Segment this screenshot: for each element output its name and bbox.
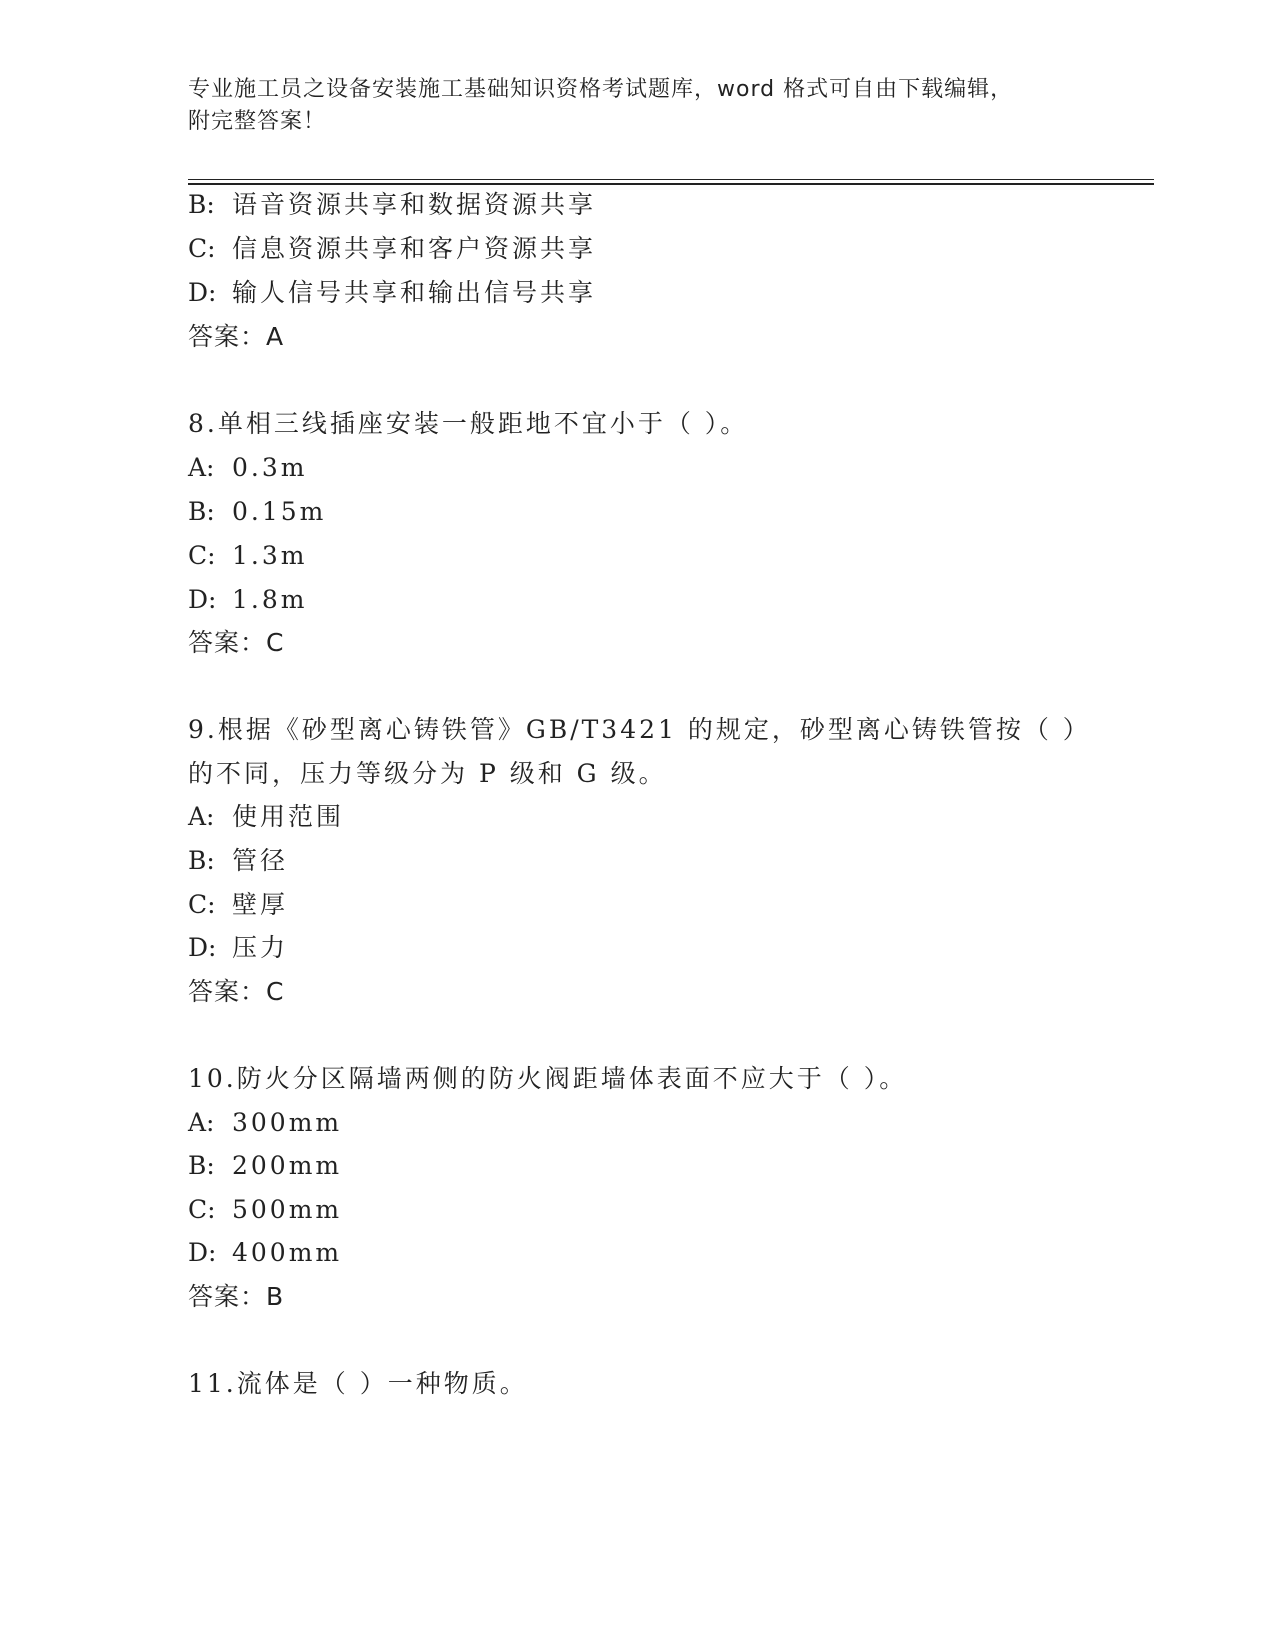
option-b: B: 管径 [188,846,289,875]
header-line-1: 专业施工员之设备安装施工基础知识资格考试题库，word 格式可自由下载编辑， [188,77,1014,102]
question-9-stem-line-1: 9.根据《砂型离心铸铁管》GB/T3421 的规定，砂型离心铸铁管按（ ） [188,715,1091,744]
option-c: C: 1.3m [188,541,308,570]
option-a: A: 300mm [188,1108,343,1137]
header-divider [188,179,1154,185]
option-c: C: 信息资源共享和客户资源共享 [188,234,597,263]
option-b: B: 0.15m [188,497,327,526]
question-8-stem: 8.单相三线插座安装一般距地不宜小于（ ）。 [188,409,749,438]
option-a: A: 使用范围 [188,802,345,831]
option-c: C: 壁厚 [188,890,289,919]
option-d: D: 400mm [188,1238,343,1267]
question-9-stem-line-2: 的不同，压力等级分为 P 级和 G 级。 [188,759,667,788]
option-b: B: 200mm [188,1151,343,1180]
question-11-stem: 11.流体是（ ）一种物质。 [188,1369,528,1398]
option-a: A: 0.3m [188,453,308,482]
option-b: B: 语音资源共享和数据资源共享 [188,190,597,219]
question-10-stem: 10.防火分区隔墙两侧的防火阀距墙体表面不应大于（ ）。 [188,1064,908,1093]
header-line-2: 附完整答案！ [188,109,327,134]
answer: 答案：C [188,628,285,657]
option-d: D: 输人信号共享和输出信号共享 [188,278,597,307]
option-d: D: 压力 [188,933,289,962]
answer: 答案：A [188,322,285,351]
answer: 答案：B [188,1282,285,1311]
document-header [188,74,1068,138]
answer: 答案：C [188,977,285,1006]
option-c: C: 500mm [188,1195,343,1224]
option-d: D: 1.8m [188,585,308,614]
